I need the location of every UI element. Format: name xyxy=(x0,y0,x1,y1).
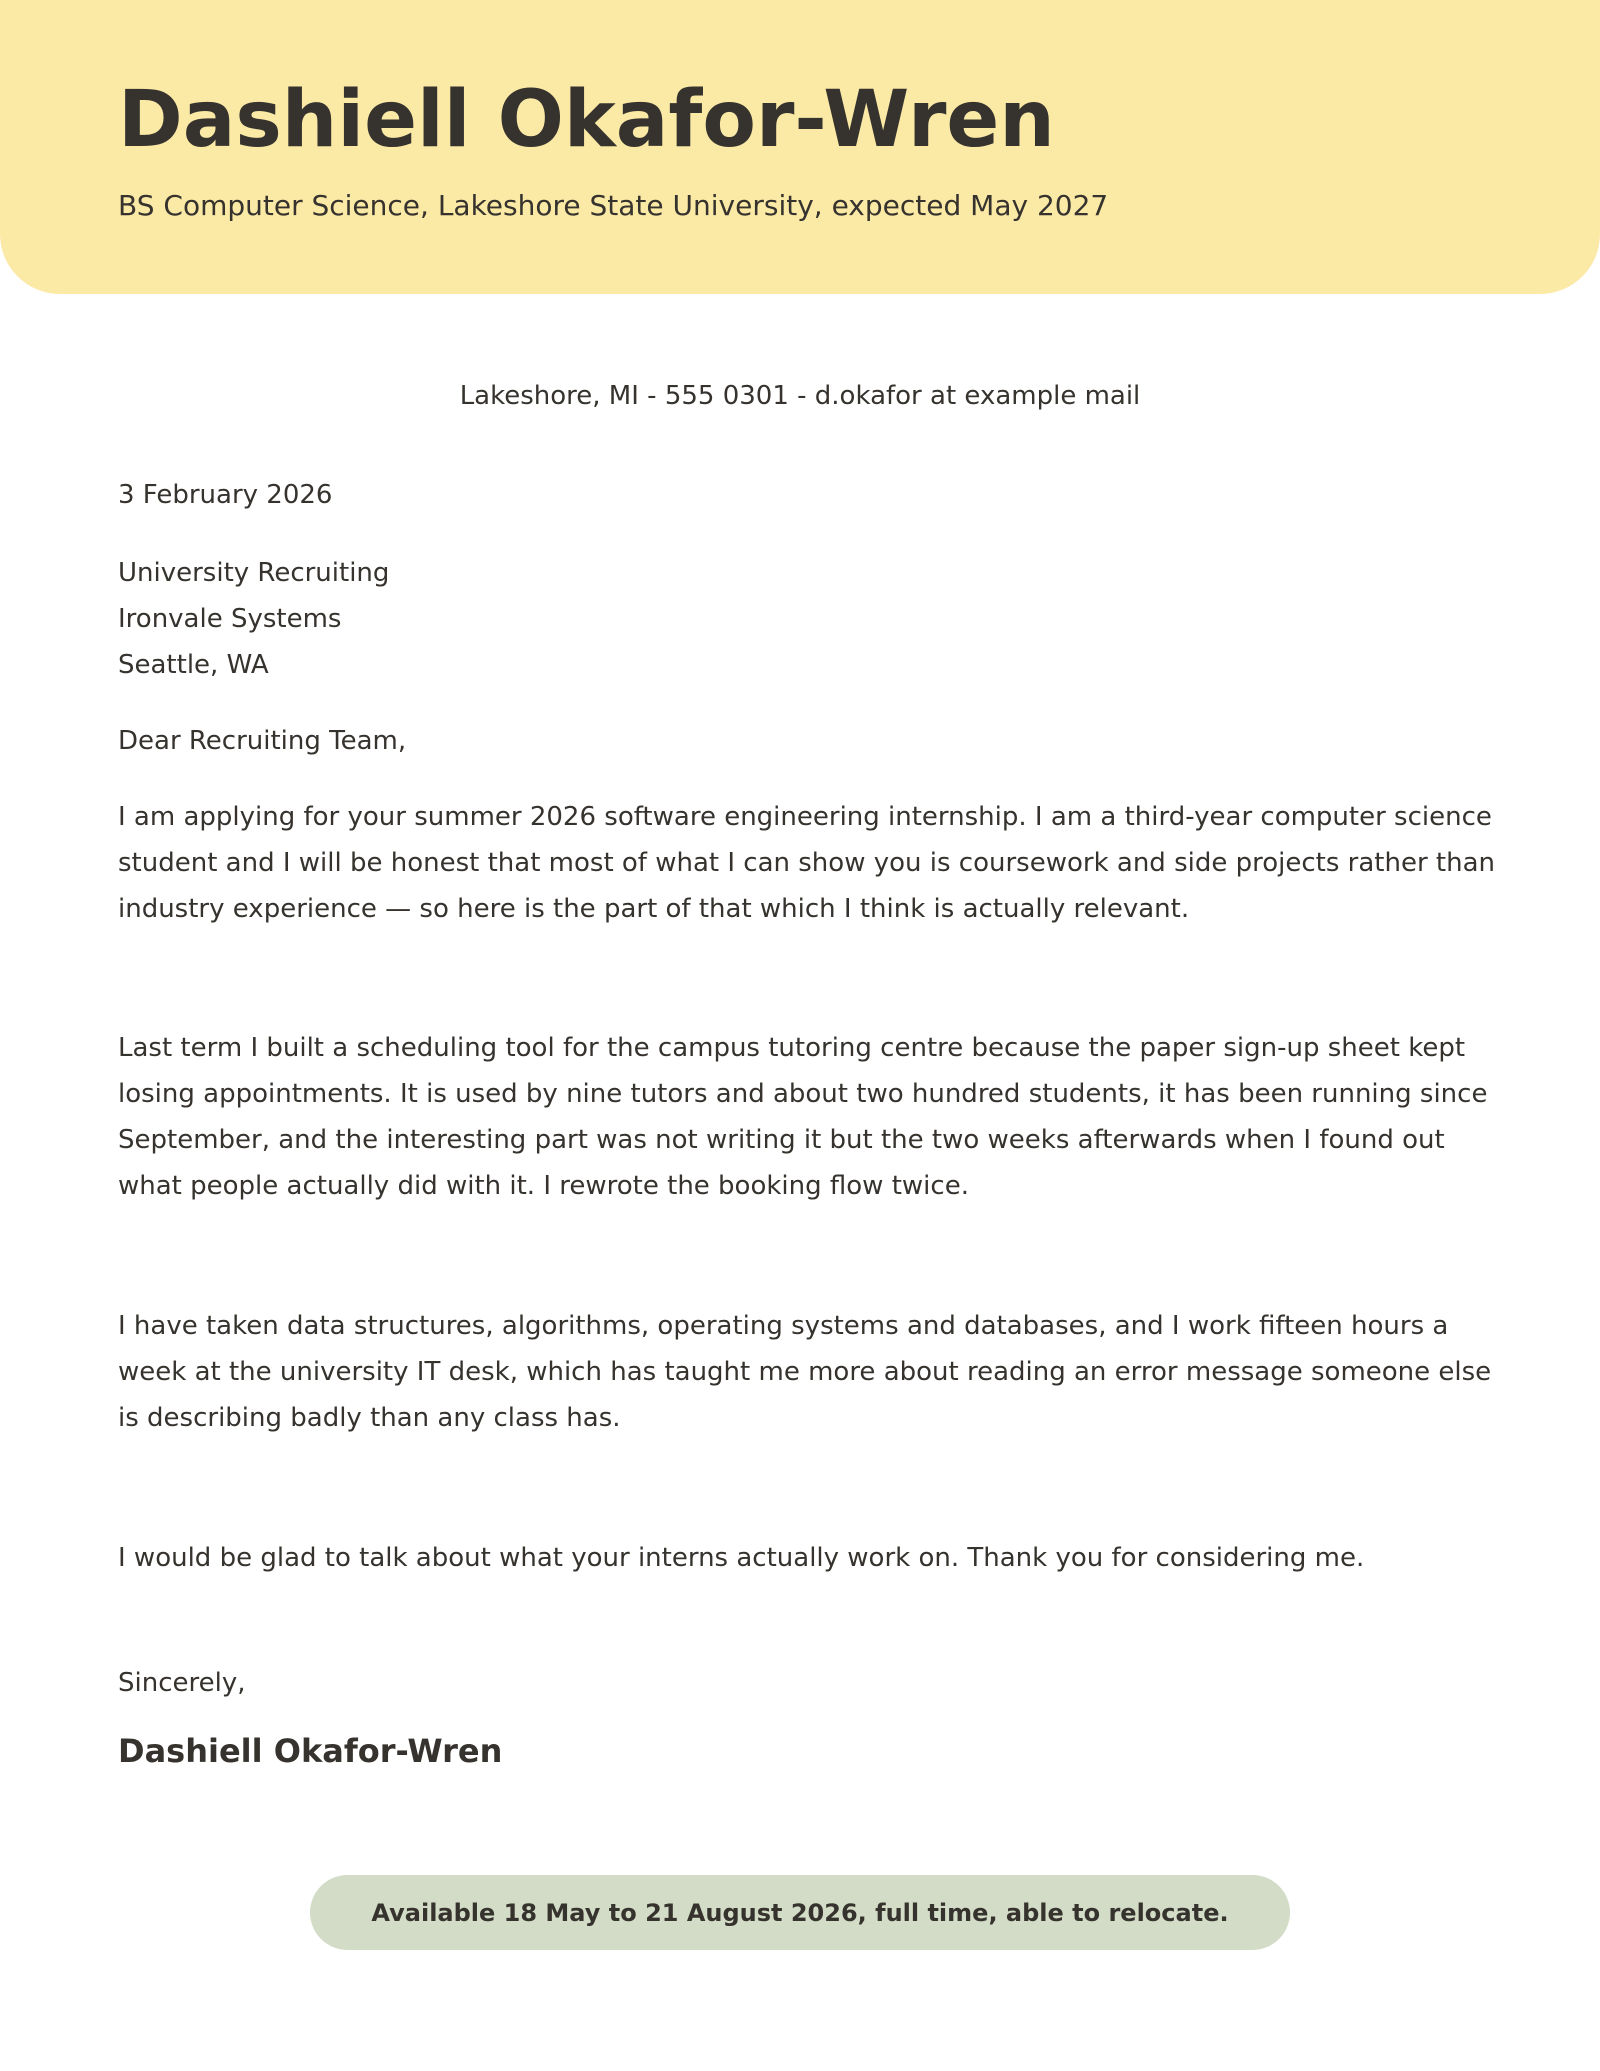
salutation: Dear Recruiting Team, xyxy=(118,726,407,756)
body-paragraph-project: Last term I built a scheduling tool for the campus tutoring centre because the paper sign-up sheet kept losing appointments. It is used by nine tutors and about two hundred students, it has been running since September, and the interesting part was not writing it but the two weeks afterwards when I found out what people actually did with it. I rewrote the booking flow twice. xyxy=(118,1033,1488,1201)
letter-header xyxy=(0,0,1600,294)
body-paragraph-experience: I have taken data structures, algorithms, operating systems and databases, and I work fifteen hours a week at the university IT desk, which has taught me more about reading an error message someone else is describing badly than any class has. xyxy=(118,1311,1492,1433)
applicant-name: Dashiell Okafor-Wren xyxy=(118,75,1055,165)
recipient-department: University Recruiting xyxy=(118,558,390,588)
contact-line: Lakeshore, MI - 555 0301 - d.okafor at example mail xyxy=(459,381,1141,411)
closing-phrase: Sincerely, xyxy=(118,1668,246,1698)
body-paragraph-intro: I am applying for your summer 2026 software engineering internship. I am a third-year computer science student and I will be honest that most of what I can show you is coursework and side projects rather than industry experience — so here is the part of that which I think is actually relevant. xyxy=(118,802,1495,924)
letter-date: 3 February 2026 xyxy=(118,480,333,510)
recipient-address xyxy=(118,550,389,688)
recipient-location: Seattle, WA xyxy=(118,650,269,680)
body-paragraph-closing: I would be glad to talk about what your interns actually work on. Thank you for considering me. xyxy=(118,1543,1365,1573)
availability-banner: Available 18 May to 21 August 2026, full time, able to relocate. xyxy=(310,1875,1290,1950)
applicant-degree: BS Computer Science, Lakeshore State University, expected May 2027 xyxy=(118,189,1109,222)
recipient-company: Ironvale Systems xyxy=(118,604,342,634)
signature-name: Dashiell Okafor-Wren xyxy=(118,1732,503,1770)
